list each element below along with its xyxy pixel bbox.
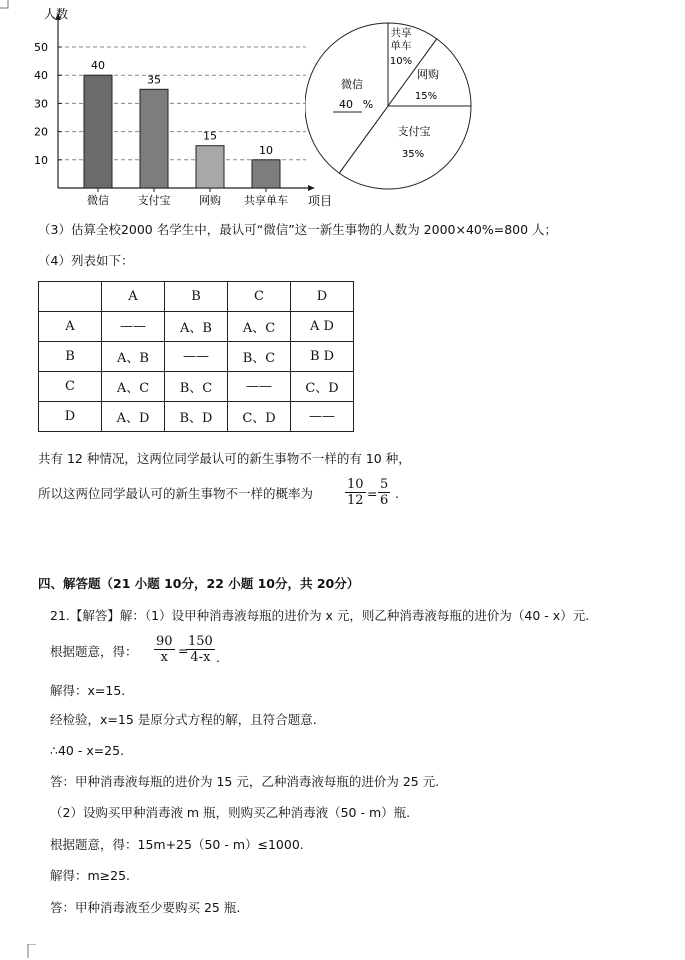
fraction-denominator: 4-x bbox=[190, 650, 211, 665]
x-axis-title: 项目 bbox=[308, 194, 333, 208]
q21-line-5: ∴40 - x=25. bbox=[50, 743, 125, 758]
table-cell: D bbox=[39, 402, 102, 432]
combination-table bbox=[38, 281, 354, 432]
bar bbox=[252, 160, 280, 188]
bar bbox=[84, 75, 112, 188]
q21-line-2-suffix: . bbox=[216, 650, 220, 665]
table-cell: B bbox=[165, 282, 228, 312]
pie-slice-label: 单车 bbox=[390, 40, 412, 52]
fraction-denominator: 6 bbox=[380, 493, 389, 508]
table-row bbox=[39, 312, 354, 342]
table-cell: B D bbox=[291, 342, 354, 372]
y-tick-label: 10 bbox=[34, 153, 48, 167]
pie-slice-label: 共享 bbox=[390, 27, 412, 39]
y-tick-label: 30 bbox=[34, 97, 48, 111]
fraction-denominator: x bbox=[160, 650, 168, 665]
fraction-5-6 bbox=[378, 477, 390, 508]
q21-line-6: 答：甲种消毒液每瓶的进价为 15 元，乙种消毒液每瓶的进价为 25 元. bbox=[50, 774, 440, 789]
table-cell: D bbox=[291, 282, 354, 312]
bar-value-label: 10 bbox=[259, 143, 273, 157]
equals-sign: = bbox=[178, 643, 189, 658]
table-cell: A、B bbox=[165, 312, 228, 342]
paragraph-part4: （4）列表如下： bbox=[38, 253, 134, 268]
pie-slice-value: 10% bbox=[389, 56, 413, 67]
table-cell bbox=[39, 282, 102, 312]
fraction-numerator: 5 bbox=[380, 477, 389, 492]
x-tick-label: 网购 bbox=[199, 194, 221, 207]
table-cell: A、C bbox=[102, 372, 165, 402]
fraction-numerator: 10 bbox=[347, 477, 364, 492]
x-tick-label: 微信 bbox=[87, 194, 109, 207]
table-cell: —— bbox=[291, 402, 354, 432]
table-header-row bbox=[39, 282, 354, 312]
pie-slice-label: 微信 bbox=[341, 78, 363, 91]
pie-slice-value: 35% bbox=[401, 149, 425, 160]
table-cell: A、C bbox=[228, 312, 291, 342]
y-tick-label: 40 bbox=[34, 69, 48, 83]
pie-slice-label: 网购 bbox=[417, 68, 439, 81]
bar-value-label: 40 bbox=[91, 59, 105, 73]
table-cell: —— bbox=[228, 372, 291, 402]
table-cell: A、D bbox=[102, 402, 165, 432]
summary-period: . bbox=[395, 486, 399, 501]
bar-chart bbox=[28, 0, 338, 215]
q21-line-4: 经检验，x=15 是原分式方程的解，且符合题意. bbox=[50, 712, 317, 727]
table-row bbox=[39, 402, 354, 432]
pie-slice-unit: % bbox=[362, 98, 374, 111]
q21-line-2-prefix: 根据题意，得： bbox=[50, 644, 138, 659]
table-cell: —— bbox=[165, 342, 228, 372]
table-cell: A、B bbox=[102, 342, 165, 372]
bar bbox=[140, 89, 168, 188]
section-heading: 四、解答题（21 小题 10分，22 小题 10分，共 20分） bbox=[38, 576, 360, 591]
table-row bbox=[39, 372, 354, 402]
table-row bbox=[39, 342, 354, 372]
fraction-10-12 bbox=[345, 477, 366, 508]
table-cell: A bbox=[39, 312, 102, 342]
q21-line-9: 解得：m≥25. bbox=[50, 868, 131, 883]
fraction-numerator: 90 bbox=[156, 634, 173, 649]
y-tick-label: 50 bbox=[34, 41, 48, 54]
equals-sign: = bbox=[367, 486, 378, 501]
table-cell: C bbox=[228, 282, 291, 312]
crop-mark-top-left bbox=[0, 0, 14, 14]
fraction-numerator: 150 bbox=[188, 634, 213, 649]
table-cell: A D bbox=[291, 312, 354, 342]
pie-slice-value: 15% bbox=[414, 91, 438, 102]
table-cell: B、C bbox=[228, 342, 291, 372]
y-tick-label: 20 bbox=[34, 125, 48, 139]
fraction-denominator: 12 bbox=[347, 493, 364, 508]
fraction-90-x bbox=[154, 634, 175, 665]
table-cell: C bbox=[39, 372, 102, 402]
q21-line-7: （2）设购买甲种消毒液 m 瓶，则购买乙种消毒液（50 - m）瓶. bbox=[50, 805, 411, 820]
y-axis-title: 人数 bbox=[44, 7, 69, 21]
summary-line-1: 共有 12 种情况，这两位同学最认可的新生事物不一样的有 10 种， bbox=[38, 451, 411, 466]
x-tick-label: 支付宝 bbox=[137, 194, 171, 207]
pie-slice-value: 40 bbox=[339, 98, 353, 111]
table-cell: B bbox=[39, 342, 102, 372]
crop-mark-bottom-left bbox=[22, 944, 36, 958]
pie-slice-label: 支付宝 bbox=[397, 125, 431, 138]
bar-value-label: 15 bbox=[203, 129, 217, 143]
table-cell: A bbox=[102, 282, 165, 312]
summary-line-2-prefix: 所以这两位同学最认可的新生事物不一样的概率为 bbox=[38, 486, 314, 501]
fraction-150-4-x bbox=[186, 634, 215, 665]
q21-line-8: 根据题意，得：15m+25（50 - m）≤1000. bbox=[50, 837, 304, 852]
table-cell: B、D bbox=[165, 402, 228, 432]
paragraph-part3: （3）估算全校2000 名学生中，最认可“微信”这一新生事物的人数为 2000×40%=800 人； bbox=[38, 222, 558, 237]
bar bbox=[196, 146, 224, 188]
q21-line-1: 21.【解答】解：（1）设甲种消毒液每瓶的进价为 x 元，则乙种消毒液每瓶的进价为（40 - x）元. bbox=[50, 608, 590, 623]
pie-chart bbox=[305, 8, 483, 210]
q21-line-10: 答：甲种消毒液至少要购买 25 瓶. bbox=[50, 900, 241, 915]
table-cell: C、D bbox=[228, 402, 291, 432]
table-cell: —— bbox=[102, 312, 165, 342]
bar-value-label: 35 bbox=[147, 73, 161, 87]
table-cell: B、C bbox=[165, 372, 228, 402]
x-tick-label: 共享单车 bbox=[244, 194, 288, 207]
q21-line-3: 解得：x=15. bbox=[50, 683, 126, 698]
table-cell: C、D bbox=[291, 372, 354, 402]
